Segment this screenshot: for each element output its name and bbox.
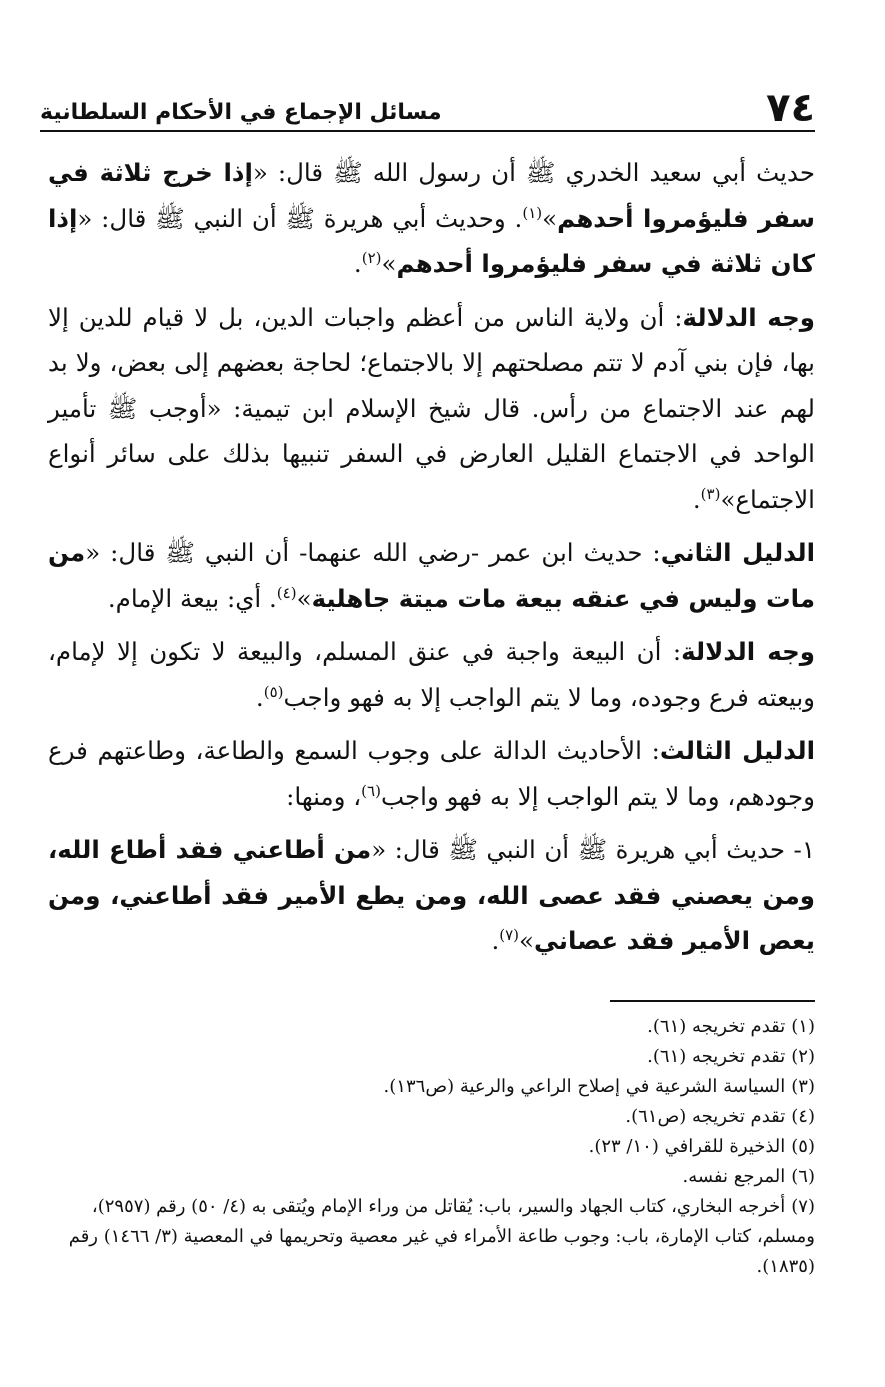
- footnote-text: تقدم تخريجه (٦١).: [647, 1016, 786, 1037]
- footnote-number: (٢): [791, 1046, 815, 1067]
- body-text: : أن ولاية الناس من أعظم واجبات الدين، بل لا قيام للدين إلا بها، فإن بني آدم لا تتم مصلحتهم إلا بالاجتماع؛ لحاجة بعضهم إلى بعض، ولا بد لهم عند الاجتماع من رأس. قال شيخ الإسلام ابن تيمية: «أوجب ﷺ تأمير الواحد في الاجتماع القليل العارض في السفر تنبيها بذلك على سائر أنواع الاجتماع»: [48, 302, 815, 514]
- footnote: [48, 1132, 815, 1162]
- paragraph: [48, 295, 815, 523]
- body-text: . وحديث أبي هريرة ﷺ أن النبي ﷺ قال: «: [77, 203, 523, 233]
- body-text: »: [296, 583, 312, 613]
- footnote: [48, 1102, 815, 1132]
- footnote-number: (٧): [791, 1196, 815, 1217]
- page-number: ٧٤: [766, 85, 815, 131]
- footnote-text: الذخيرة للقرافي (١٠/ ٢٣).: [588, 1136, 786, 1157]
- body-text: .: [255, 682, 264, 712]
- paragraph: [48, 150, 815, 287]
- footnote: [48, 1192, 815, 1282]
- footnote-reference: (٦): [361, 781, 381, 800]
- paragraph: [48, 728, 815, 819]
- footnote: [48, 1072, 815, 1102]
- footnote-number: (١): [791, 1016, 815, 1037]
- bold-text: إذا خرج ثلاثة في سفر فليؤمروا أحدهم: [48, 158, 815, 233]
- footnote-reference: (٥): [263, 682, 284, 701]
- footnote-number: (٣): [791, 1076, 815, 1097]
- footnote-number: (٦): [791, 1166, 815, 1187]
- footnote-reference: (٣): [700, 484, 721, 503]
- footnote-reference: (٧): [499, 925, 520, 944]
- footnote-text: المرجع نفسه.: [682, 1166, 786, 1187]
- footnote: [48, 1162, 815, 1192]
- body-text: حديث أبي سعيد الخدري ﷺ أن رسول الله ﷺ قال: «: [252, 158, 815, 187]
- body-text: . أي: بيعة الإمام.: [107, 583, 277, 613]
- bold-text: من مات وليس في عنقه بيعة مات ميتة جاهلية: [48, 538, 815, 613]
- bold-text: وجه الدلالة: [682, 302, 816, 332]
- body-text: .: [353, 249, 362, 278]
- footnote-text: أخرجه البخاري، كتاب الجهاد والسير، باب: يُقاتل من وراء الإمام ويُتقى به (٤/ ٥٠) رقم (٢٩٥٧)، ومسلم، كتاب الإمارة، باب: وجوب طاعة الأمراء في غير معصية وتحريمها في المعصية (٣/ ١٤٦٦) رقم (١٨٣٥).: [68, 1196, 815, 1277]
- footnote-text: السياسة الشرعية في إصلاح الراعي والرعية (ص١٣٦).: [383, 1076, 786, 1097]
- bold-text: من أطاعني فقد أطاع الله، ومن يعصني فقد عصى الله، ومن يطع الأمير فقد أطاعني، ومن يعص الأمير فقد عصاني: [48, 835, 815, 955]
- body-text: .: [692, 484, 701, 514]
- paragraph: [48, 530, 815, 621]
- body-text: ١- حديث أبي هريرة ﷺ أن النبي ﷺ قال: «: [371, 835, 815, 864]
- main-text: [48, 150, 815, 972]
- body-text: .: [491, 926, 500, 955]
- paragraph: [48, 629, 815, 720]
- footnote: [48, 1042, 815, 1072]
- page-header: [40, 82, 815, 131]
- bold-text: وجه الدلالة: [681, 637, 816, 666]
- body-text: : حديث ابن عمر -رضي الله عنهما- أن النبي ﷺ قال: «: [85, 538, 661, 567]
- body-text: »: [542, 203, 558, 233]
- body-text: ، ومنها:: [286, 781, 362, 811]
- body-text: : أن البيعة واجبة في عنق المسلم، والبيعة لا تكون إلا لإمام، وبيعته فرع وجوده، وما لا يتم الواجب إلا به فهو واجب: [48, 637, 815, 712]
- running-title: مسائل الإجماع في الأحكام السلطانية: [40, 100, 442, 125]
- body-text: »: [519, 926, 535, 955]
- footnote-number: (٥): [791, 1136, 815, 1157]
- header-divider: [40, 130, 815, 132]
- bold-text: الدليل الثاني: [660, 538, 815, 567]
- footnote-text: تقدم تخريجه (ص٦١).: [625, 1106, 786, 1127]
- paragraph: [48, 827, 815, 964]
- footnote-text: تقدم تخريجه (٦١).: [647, 1046, 786, 1067]
- bold-text: إذا كان ثلاثة في سفر فليؤمروا أحدهم: [48, 203, 815, 278]
- footnote-reference: (١): [522, 203, 543, 222]
- footnote-reference: (٢): [361, 248, 382, 267]
- footnotes: [48, 1012, 815, 1282]
- footnote-divider: [610, 1000, 815, 1002]
- body-text: »: [381, 249, 397, 278]
- bold-text: الدليل الثالث: [659, 736, 815, 765]
- footnote-reference: (٤): [276, 583, 297, 602]
- footnote-number: (٤): [791, 1106, 815, 1127]
- body-text: : الأحاديث الدالة على وجوب السمع والطاعة، وطاعتهم فرع وجودهم، وما لا يتم الواجب إلا به فهو واجب: [48, 736, 815, 811]
- footnote: [48, 1012, 815, 1042]
